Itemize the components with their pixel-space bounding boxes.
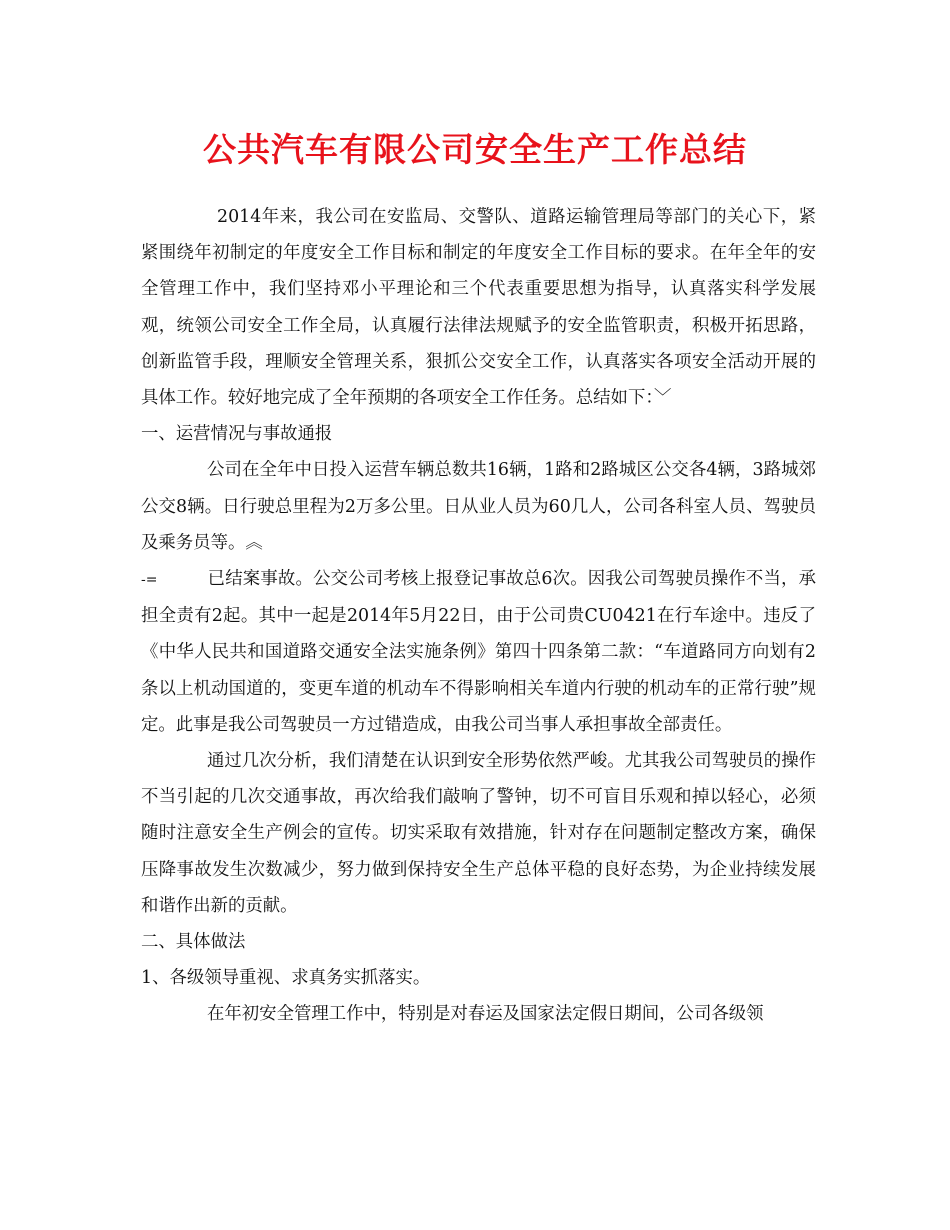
accident-paragraph-text: 已结案事故。公交公司考核上报登记事故总6次。因我公司驾驶员操作不当，承担全责有2起。其中一起是2014年5月22日，由于公司贵CU0421在行车途中。违反了《中华人民共和国道路交通安全法实施条例》第四十四条第二款：“车道路同方向划有2条以上机动国道的，变更车道的机动车不得影响相关车道内行驶的机动车的正常行驶”规定。此事是我公司驾驶员一方过错造成，由我公司当事人承担事故全部责任。: [141, 569, 816, 735]
document-body: [141, 199, 816, 1033]
section-heading-2: 二、具体做法: [141, 932, 246, 953]
subheading-1: 1、各级领导重视、求真务实抓落实。: [141, 968, 431, 989]
leadership-paragraph: 在年初安全管理工作中，特别是对春运及国家法定假日期间，公司各级领: [207, 1004, 764, 1025]
document-title: 公共汽车有限公司安全生产工作总结: [203, 130, 747, 169]
accident-paragraph: [141, 561, 816, 743]
section-heading-1: 一、运营情况与事故通报: [141, 424, 333, 445]
analysis-paragraph: 通过几次分析，我们清楚在认识到安全形势依然严峻。尤其我公司驾驶员的操作不当引起的几次交通事故，再次给我们敲响了警钟，切不可盲目乐观和掉以轻心，必须随时注意安全生产例会的宣传。切实采取有效措施，针对存在问题制定整改方案，确保压降事故发生次数减少，努力做到保持安全生产总体平稳的良好态势，为企业持续发展和谐作出新的贡献。: [141, 751, 816, 916]
intro-paragraph: 2014年来，我公司在安监局、交警队、道路运输管理局等部门的关心下，紧紧围绕年初制定的年度安全工作目标和制定的年度安全工作目标的要求。在年全年的安全管理工作中，我们坚持邓小平理论和三个代表重要思想为指导，认真落实科学发展观，统领公司安全工作全局，认真履行法律法规赋予的安全监管职责，积极开拓思路，创新监管手段，理顺安全管理关系，狠抓公交安全工作，认真落实各项安全活动开展的具体工作。较好地完成了全年预期的各项安全工作任务。总结如下：﹀: [141, 207, 816, 409]
list-marker-symbol: -=: [141, 572, 158, 589]
operations-paragraph: 公司在全年中日投入运营车辆总数共16辆，1路和2路城区公交各4辆，3路城郊公交8辆。日行驶总里程为2万多公里。日从业人员为60几人，公司各科室人员、驾驶员及乘务员等。︽: [141, 460, 816, 553]
